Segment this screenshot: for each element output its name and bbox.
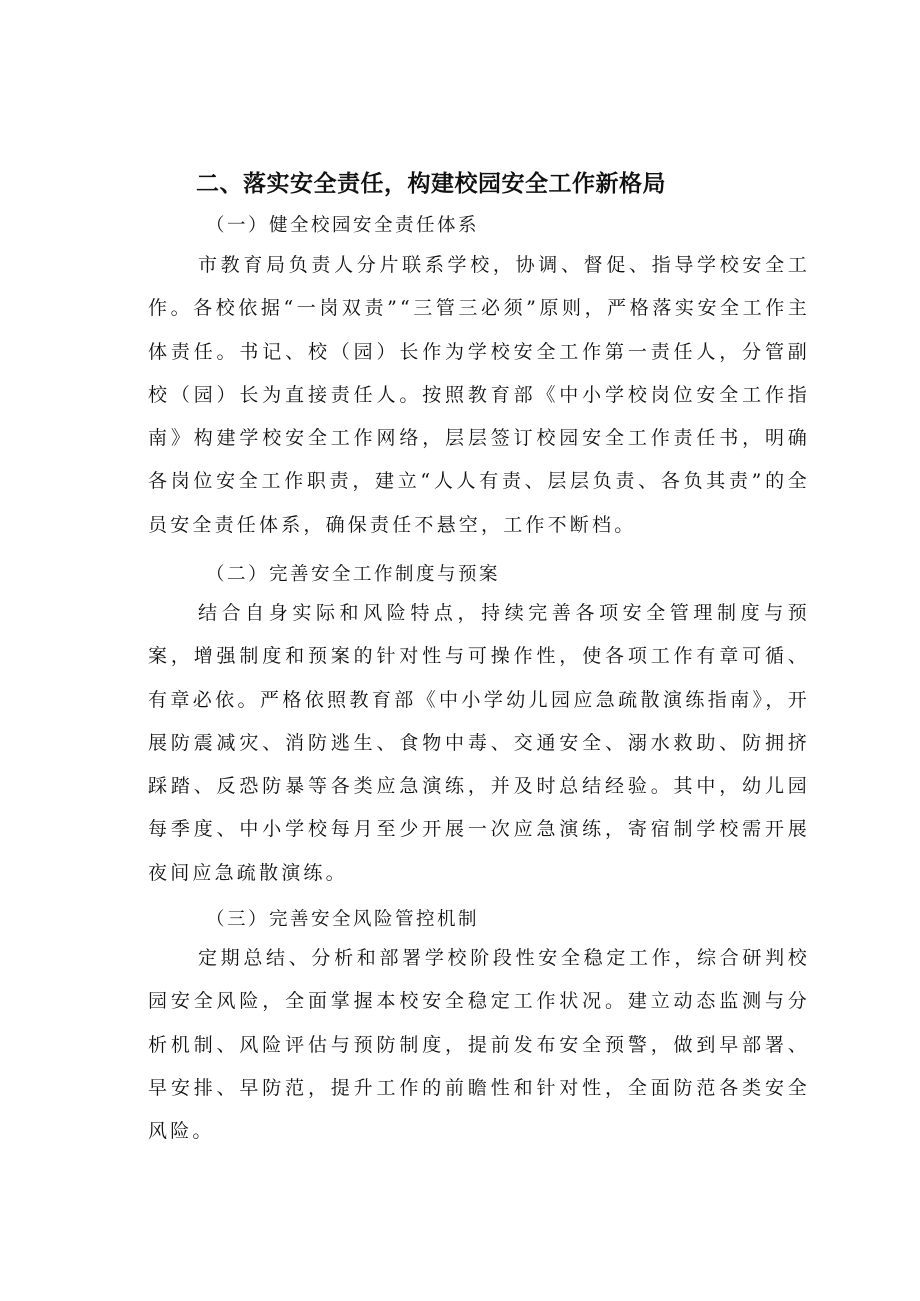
section-title: 二、落实安全责任，构建校园安全工作新格局: [196, 171, 666, 197]
subheading-2: （二）完善安全工作制度与预案: [206, 564, 501, 585]
paragraph-1: 市教育局负责人分片联系学校，协调、督促、指导学校安全工作。各校依据“一岗双责”“三管三必须”原则，严格落实安全工作主体责任。书记、校（园）长作为学校安全工作第一责任人，分管副校（园）长为直接责任人。按照教育部《中小学校岗位安全工作指南》构建学校安全工作网络，层层签订校园安全工作责任书，明确各岗位安全工作职责，建立“人人有责、层层负责、各负其责”的全员安全责任体系，确保责任不悬空，工作不断档。: [148, 254, 810, 536]
paragraph-2: 结合自身实际和风险特点，持续完善各项安全管理制度与预案，增强制度和预案的针对性与可操作性，使各项工作有章可循、有章必依。严格依照教育部《中小学幼儿园应急疏散演练指南》，开展防震减灾、消防逃生、食物中毒、交通安全、溺水救助、防拥挤踩踏、反恐防暴等各类应急演练，并及时总结经验。其中，幼儿园每季度、中小学校每月至少开展一次应急演练，寄宿制学校需开展夜间应急疏散演练。: [148, 602, 810, 884]
paragraph-3: 定期总结、分析和部署学校阶段性安全稳定工作，综合研判校园安全风险，全面掌握本校安全稳定工作状况。建立动态监测与分析机制、风险评估与预防制度，提前发布安全预警，做到早部署、早安排、早防范，提升工作的前瞻性和针对性，全面防范各类安全风险。: [148, 947, 810, 1143]
subheading-3: （三）完善安全风险管控机制: [206, 909, 480, 930]
subheading-1: （一）健全校园安全责任体系: [206, 215, 480, 236]
